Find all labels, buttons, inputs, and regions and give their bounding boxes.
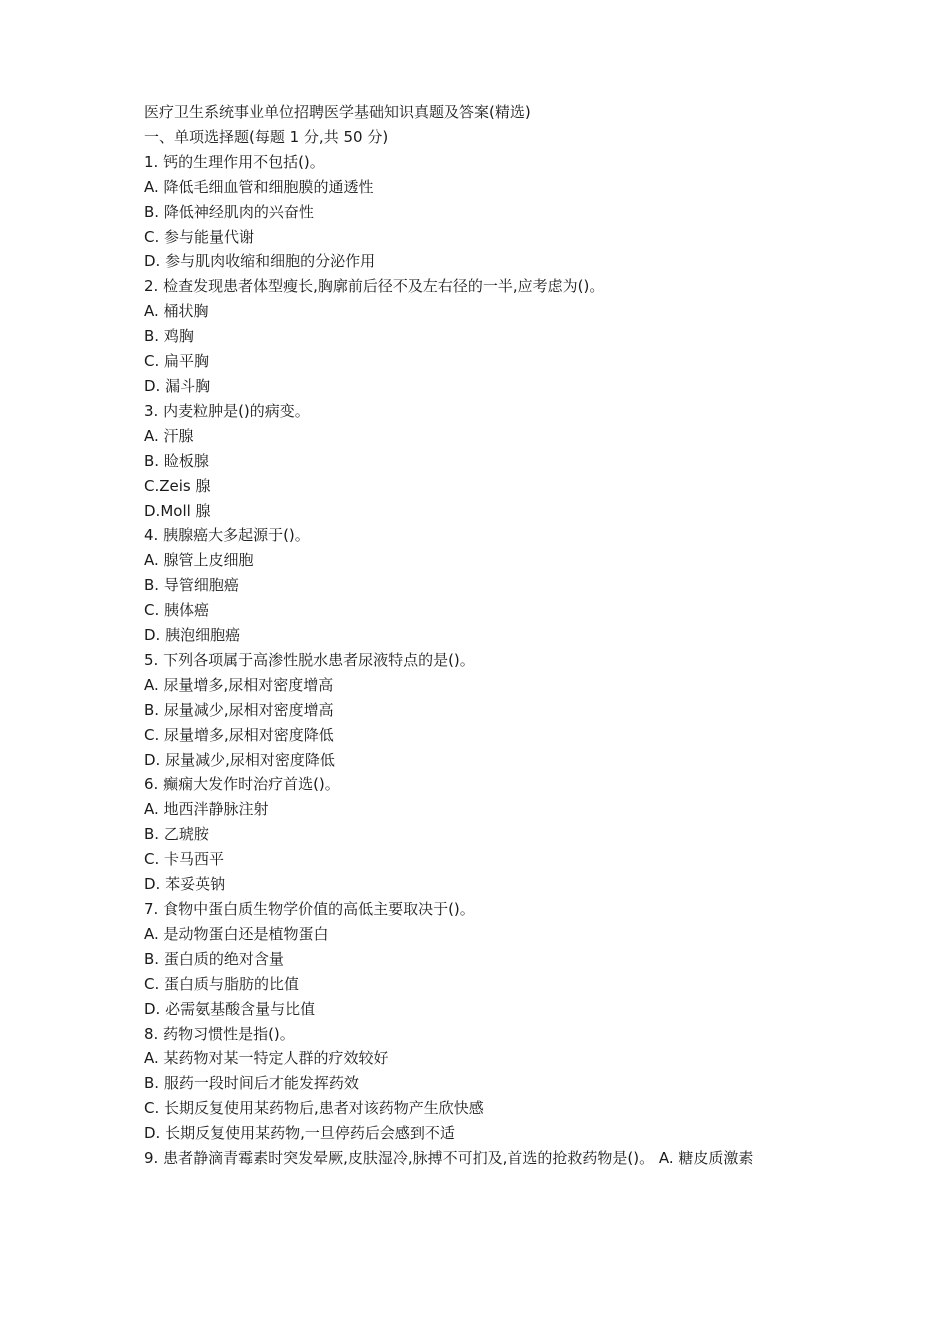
option-c: C.Zeis 腺 [144, 476, 211, 495]
option-d: D. 苯妥英钠 [144, 875, 226, 894]
option-c: C. 胰体癌 [144, 601, 210, 620]
option-a: A. 桶状胸 [144, 302, 209, 321]
option-a: A. 降低毛细血管和细胞膜的通透性 [144, 177, 374, 196]
question-stem: 6. 癫痫大发作时治疗首选()。 [144, 775, 340, 794]
option-a: A. 腺管上皮细胞 [144, 551, 254, 570]
question-2 [144, 274, 814, 399]
option-b: B. 乙琥胺 [144, 825, 209, 844]
question-stem: 2. 检查发现患者体型瘦长,胸廓前后径不及左右径的一半,应考虑为()。 [144, 277, 605, 296]
option-c: C. 尿量增多,尿相对密度降低 [144, 725, 334, 744]
option-b: B. 服药一段时间后才能发挥药效 [144, 1074, 359, 1093]
question-3 [144, 399, 814, 524]
question-9-stem: 9. 患者静滴青霉素时突发晕厥,皮肤湿冷,脉搏不可扪及,首选的抢救药物是()。 A. 糖皮质激素 [144, 1149, 754, 1168]
option-c: C. 参与能量代谢 [144, 227, 255, 246]
option-d: D. 必需氨基酸含量与比值 [144, 999, 316, 1018]
option-a: A. 地西泮静脉注射 [144, 800, 269, 819]
option-b: B. 睑板腺 [144, 451, 209, 470]
option-c: C. 卡马西平 [144, 850, 225, 869]
option-b: B. 导管细胞癌 [144, 576, 239, 595]
option-a: A. 尿量增多,尿相对密度增高 [144, 675, 334, 694]
option-b: B. 鸡胸 [144, 327, 194, 346]
option-a: A. 某药物对某一特定人群的疗效较好 [144, 1049, 389, 1068]
option-a: A. 汗腺 [144, 426, 194, 445]
question-8 [144, 1022, 814, 1147]
option-d: D. 参与肌肉收缩和细胞的分泌作用 [144, 252, 376, 271]
question-6 [144, 772, 814, 897]
question-stem: 7. 食物中蛋白质生物学价值的高低主要取决于()。 [144, 900, 475, 918]
question-stem: 1. 钙的生理作用不包括()。 [144, 152, 325, 171]
option-d: D. 漏斗胸 [144, 376, 211, 395]
option-d: D. 长期反复使用某药物,一旦停药后会感到不适 [144, 1124, 455, 1143]
document-title: 医疗卫生系统事业单位招聘医学基础知识真题及答案(精选) [144, 103, 531, 121]
question-stem: 3. 内麦粒肿是()的病变。 [144, 401, 310, 420]
option-b: B. 降低神经肌肉的兴奋性 [144, 202, 314, 221]
question-stem: 8. 药物习惯性是指()。 [144, 1024, 295, 1043]
option-b: B. 尿量减少,尿相对密度增高 [144, 700, 334, 719]
option-d: D. 尿量减少,尿相对密度降低 [144, 750, 335, 769]
option-c: C. 蛋白质与脂肪的比值 [144, 974, 300, 993]
option-d: D. 胰泡细胞癌 [144, 626, 241, 645]
option-a: A. 是动物蛋白还是植物蛋白 [144, 924, 329, 943]
question-7 [144, 897, 814, 1022]
option-b: B. 蛋白质的绝对含量 [144, 949, 284, 968]
section-heading: 一、单项选择题(每题 1 分,共 50 分) [144, 127, 389, 146]
option-c: C. 长期反复使用某药物后,患者对该药物产生欣快感 [144, 1099, 484, 1118]
document-content [144, 100, 814, 1171]
question-stem: 4. 胰腺癌大多起源于()。 [144, 526, 310, 545]
option-c: C. 扁平胸 [144, 352, 210, 371]
question-5 [144, 648, 814, 773]
option-d: D.Moll 腺 [144, 501, 211, 520]
question-stem: 5. 下列各项属于高渗性脱水患者尿液特点的是()。 [144, 650, 475, 669]
question-1 [144, 150, 814, 275]
question-4 [144, 523, 814, 648]
